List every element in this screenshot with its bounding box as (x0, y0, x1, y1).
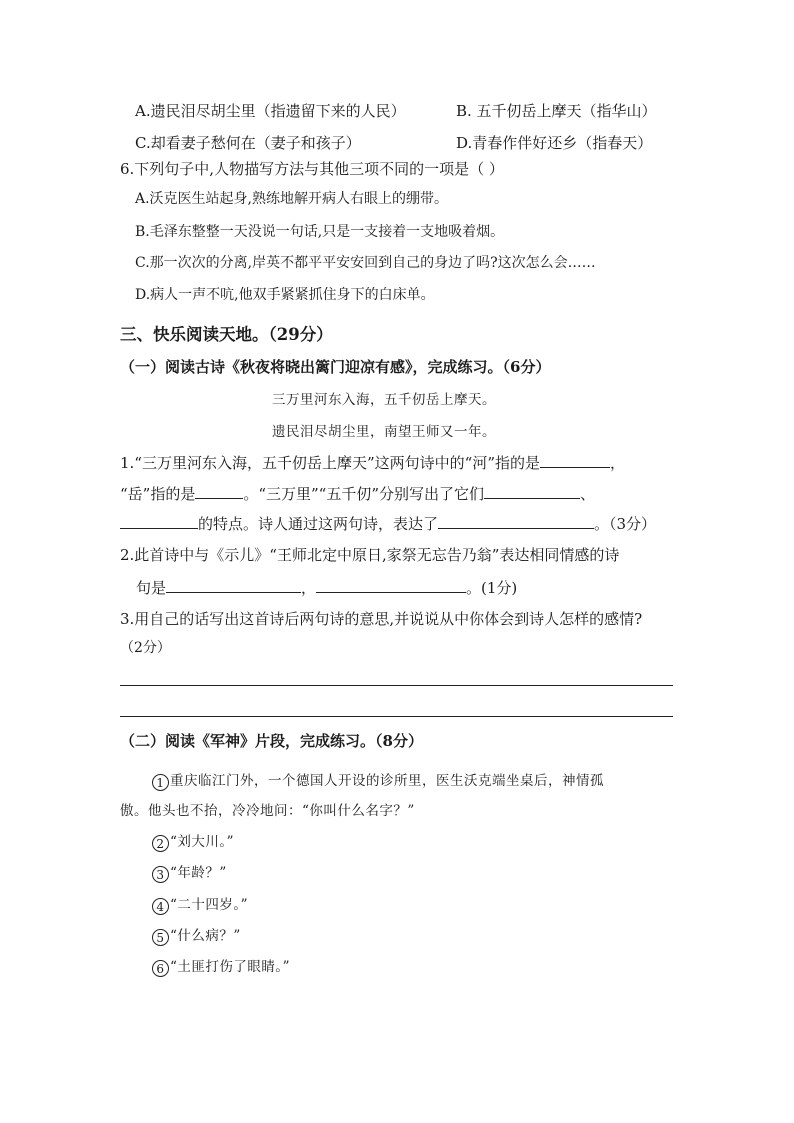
answer-blank[interactable] (484, 482, 580, 499)
q1-text-c1: 的特点。诗人通过这两句诗，表达了 (198, 515, 439, 533)
answer-blank[interactable] (540, 451, 610, 468)
paragraph-text: 重庆临江门外，一个德国人开设的诊所里，医生沃克端坐桌后，神情孤 (170, 773, 604, 789)
answer-blank[interactable] (316, 576, 466, 593)
paragraph-3 (152, 861, 227, 883)
paragraph-number: 1 (152, 774, 169, 791)
paragraph-5 (152, 924, 241, 946)
paragraph-text: “土匪打伤了眼睛。” (170, 959, 291, 975)
paragraph-1-line-1 (152, 769, 604, 791)
paragraph-number: 6 (152, 960, 169, 977)
paragraph-text: “刘大川。” (170, 834, 235, 850)
q2-line-1: 2.此首诗中与《示儿》“王师北定中原日,家祭无忘告乃翁”表达相同情感的诗 (120, 546, 620, 564)
paragraph-text: “二十四岁。” (170, 897, 249, 913)
q6-stem: 6.下列句子中,人物描写方法与其他三项不同的一项是（ ） (120, 160, 504, 178)
q1-line-2 (120, 482, 595, 504)
q1-line-3 (120, 512, 656, 534)
q1-text-c2: 。（3分） (594, 515, 657, 533)
paragraph-number: 3 (152, 866, 169, 883)
poem-line-2: 遗民泪尽胡尘里，南望王师又一年。 (272, 424, 496, 440)
q5-option-c: C.却看妻子愁何在（妻子和孩子） (135, 134, 361, 152)
q2-text-b1: 句是 (136, 579, 167, 597)
answer-blank[interactable] (438, 512, 594, 529)
q5-option-a: A.遗民泪尽胡尘里（指遗留下来的人民） (135, 102, 406, 120)
poem-line-1: 三万里河东入海，五千仞岳上摩天。 (272, 392, 496, 408)
q2-text-b2: ， (301, 579, 317, 597)
q1-comma: ， (610, 454, 626, 472)
q6-option-c: C.那一次次的分离,岸英不都平平安安回到自己的身边了吗?这次怎么会…… (135, 255, 596, 271)
q2-text-b3: 。(1分) (466, 579, 518, 597)
section3-title: 三、快乐阅读天地。（29分） (120, 325, 333, 344)
q1-text-a: 1.“三万里河东入海，五千仞岳上摩天”这两句诗中的“河”指的是 (120, 454, 540, 472)
paragraph-number: 4 (152, 898, 169, 915)
q2-line-2 (136, 576, 517, 598)
paragraph-2 (152, 830, 234, 852)
answer-line[interactable] (120, 716, 673, 717)
q3-line-2: （2分） (120, 640, 171, 656)
answer-line[interactable] (120, 685, 673, 686)
q1-line-1 (120, 451, 625, 473)
paragraph-6 (152, 955, 290, 977)
q5-option-b: B. 五千仞岳上摩天（指华山） (456, 102, 657, 120)
paragraph-text: “年龄？” (170, 865, 227, 881)
part1-title: （一）阅读古诗《秋夜将晓出篱门迎凉有感》，完成练习。（6分） (120, 358, 551, 376)
paragraph-number: 2 (152, 835, 169, 852)
q1-text-b3: 、 (580, 485, 596, 503)
paragraph-text: “什么病？” (170, 928, 241, 944)
answer-blank[interactable] (120, 512, 198, 529)
q1-text-b1: “岳”指的是 (120, 485, 196, 503)
q3-line-1: 3.用自己的话写出这首诗后两句诗的意思,并说说从中你体会到诗人怎样的感情? (120, 610, 643, 628)
q6-option-a: A.沃克医生站起身,熟练地解开病人右眼上的绷带。 (135, 191, 449, 207)
q5-option-d: D.青春作伴好还乡（指春天） (456, 134, 653, 152)
q6-option-b: B.毛泽东整整一天没说一句话,只是一支接着一支地吸着烟。 (135, 224, 505, 240)
answer-blank[interactable] (195, 482, 243, 499)
part2-title: （二）阅读《军神》片段，完成练习。（8分） (120, 732, 423, 750)
q6-option-d: D.病人一声不吭,他双手紧紧抓住身下的白床单。 (135, 287, 435, 303)
paragraph-1-line-2: 傲。他头也不抬，冷冷地问：“你叫什么名字？” (120, 803, 415, 819)
paragraph-4 (152, 893, 248, 915)
answer-blank[interactable] (166, 576, 301, 593)
paragraph-number: 5 (152, 929, 169, 946)
q1-text-b2: 。“三万里”“五千仞”分别写出了它们 (243, 485, 485, 503)
